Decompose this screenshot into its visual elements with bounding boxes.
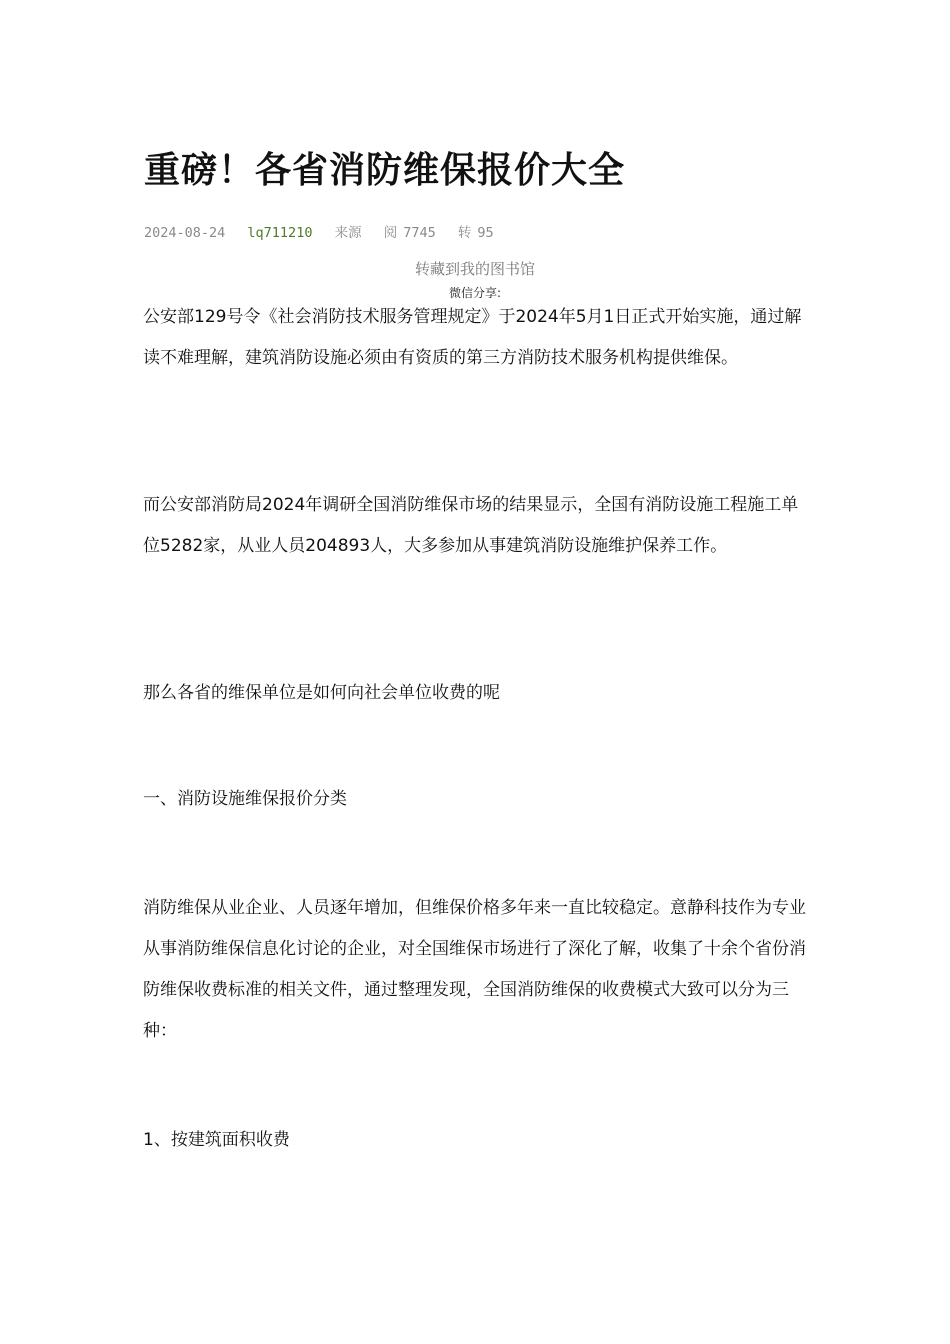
section-heading-1: 一、消防设施维保报价分类 — [143, 789, 347, 809]
article-meta — [144, 221, 508, 241]
paragraph-4: 消防维保从业企业、人员逐年增加，但维保价格多年来一直比较稳定。意静科技作为专业从事消防维保信息化讨论的企业，对全国维保市场进行了深化了解，收集了十余个省份消防维保收费标准的相关文件，通过整理发现，全国消防维保的收费模式大致可以分为三种： — [143, 898, 806, 1041]
read-label: 阅 — [383, 225, 398, 241]
read-count: 7745 — [403, 225, 436, 241]
author-link[interactable]: lq711210 — [247, 225, 313, 241]
paragraph-2: 而公安部消防局2024年调研全国消防维保市场的结果显示，全国有消防设施工程施工单位5282家，从业人员204893人，大多参加从事建筑消防设施维护保养工作。 — [143, 495, 799, 556]
collect-to-library-button[interactable]: 转藏到我的图书馆 — [414, 260, 535, 278]
source-label: 来源 — [334, 225, 362, 241]
article-title: 重磅！各省消防维保报价大全 — [144, 150, 626, 191]
subsection-heading-1: 1、按建筑面积收费 — [143, 1130, 290, 1150]
publish-date: 2024-08-24 — [144, 225, 226, 241]
paragraph-1: 公安部129号令《社会消防技术服务管理规定》于2024年5月1日正式开始实施，通过解读不难理解，建筑消防设施必须由有资质的第三方消防技术服务机构提供维保。 — [143, 307, 802, 368]
paragraph-3: 那么各省的维保单位是如何向社会单位收费的呢 — [143, 683, 500, 703]
wechat-share-label: 微信分享: — [448, 286, 502, 300]
share-count: 95 — [477, 225, 494, 241]
share-label: 转 — [457, 225, 472, 241]
